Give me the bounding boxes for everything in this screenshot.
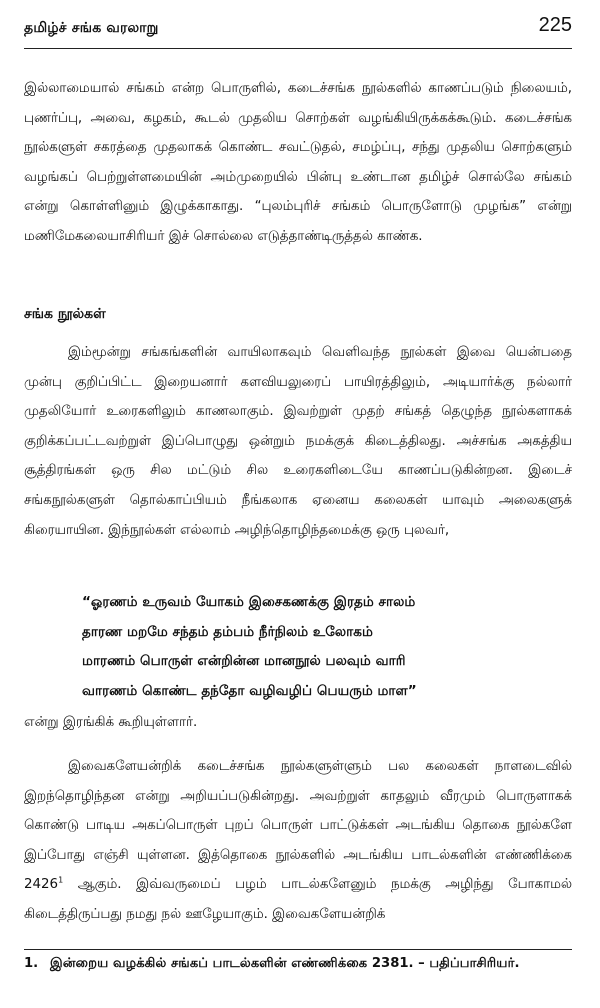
paragraph-2-text: இம்மூன்று சங்கங்களின் வாயிலாகவும் வெளிவந்த நூல்கள் இவை யென்பதை முன்பு குறிப்பிட்ட இறையனார் களவியலுரைப் பாயிரத்திலும், அடியார்க்கு நல்லார் முதலியோர் உரைகளிலும் காணலாகும். இவற்றுள் முதற் சங்கத் தெழுந்த நூல்களாகக் குறிக்கப்பட்டவற்றுள் இப்பொழுது ஒன்றும் நமக்குக் கிடைத்திலது. அச்சங்க அகத்திய சூத்திரங்கள் ஒரு சில மட்டும் சில உரைகளிடையே காணப்படுகின்றன. இடைச் சங்கநூல்களுள் தொல்காப்பியம் நீங்கலாக ஏனைய கலைகள் யாவும் அலைகளுக் கிரையாயின. இந்நூல்கள் எல்லாம் அழிந்தொழிந்தமைக்கு ஒரு புலவர், — [24, 345, 572, 538]
quoted-verse — [82, 588, 560, 706]
paragraph-1 — [24, 74, 572, 252]
paragraph-4 — [24, 752, 572, 930]
header-rule — [24, 48, 572, 49]
paragraph-4-after: ஆகும். இவ்வருமைப் பழம் பாடல்களேனும் நமக்கு அழிந்து போகாமல் கிடைத்திருப்பது நமது நல் ஊழேயாகும். இவைகளேயன்றிக் — [24, 877, 572, 922]
footnote-reference[interactable]: 1 — [58, 875, 64, 885]
paragraph-3-text: என்று இரங்கிக் கூறியுள்ளார். — [24, 715, 198, 730]
verse-line-4: வாரணம் கொண்ட தந்தோ வழிவழிப் பெயரும் மாள” — [82, 682, 417, 699]
paragraph-3 — [24, 708, 572, 738]
footnote-number: 1. — [24, 956, 39, 971]
paragraph-4-before: இவைகளேயன்றிக் கடைச்சங்க நூல்களுள்ளும் பல கலைகள் நாளடைவில் இறந்தொழிந்தன என்று அறியப்படுகின்றது. அவற்றுள் காதலும் வீரமும் பொருளாகக் கொண்டு பாடிய அகப்பொருள் புறப் பொருள் பாட்டுக்கள் அடங்கிய தொகை நூல்களே இப்போது எஞ்சி யுள்ளன. இத்தொகை நூல்களில் அடங்கிய பாடல்களின் எண்ணிக்கை 2426 — [24, 759, 572, 893]
running-title: தமிழ்ச் சங்க வரலாறு — [24, 20, 159, 36]
paragraph-4-text — [24, 752, 572, 930]
section-heading: சங்க நூல்கள் — [24, 306, 106, 322]
verse-line-3: மாரணம் பொருள் என்றின்ன மானநூல் பலவும் வாரி — [82, 653, 406, 670]
verse-line-1: “ஓரணம் உருவம் யோகம் இசைகணக்கு இரதம் சாலம் — [82, 594, 416, 610]
footnote-rule — [24, 949, 572, 950]
verse-line-2: தாரண மறமே சந்தம் தம்பம் நீர்நிலம் உலோகம் — [82, 623, 373, 640]
paragraph-1-text: இல்லாமையால் சங்கம் என்ற பொருளில், கடைச்சங்க நூல்களில் காணப்படும் நிலையம், புணர்ப்பு, அவை, கழகம், கூடல் முதலிய சொற்கள் வழங்கியிருக்கக்கூடும். கடைச்சங்க நூல்களுள் சகரத்தை முதலாகக் கொண்ட சவட்டுதல், சமழ்ப்பு, சந்து முதலிய சொற்களும் வழங்கப் பெற்றுள்ளமையின் அம்முறையில் பின்பு உண்டான தமிழ்ச் சொல்லே சங்கம் என்று கொள்ளினும் இழுக்காகாது. “புலம்புரிச் சங்கம் பொருளோடு முழங்க” என்று மணிமேகலையாசிரியர் இச் சொல்லை எடுத்தாண்டிருத்தல் காண்க. — [24, 81, 572, 244]
footnote-text: இன்றைய வழக்கில் சங்கப் பாடல்களின் எண்ணிக்கை 2381. – பதிப்பாசிரியர். — [50, 956, 520, 971]
page-header — [24, 14, 572, 44]
footnote — [24, 952, 572, 976]
paragraph-2 — [24, 338, 572, 545]
page-number: 225 — [538, 14, 572, 36]
